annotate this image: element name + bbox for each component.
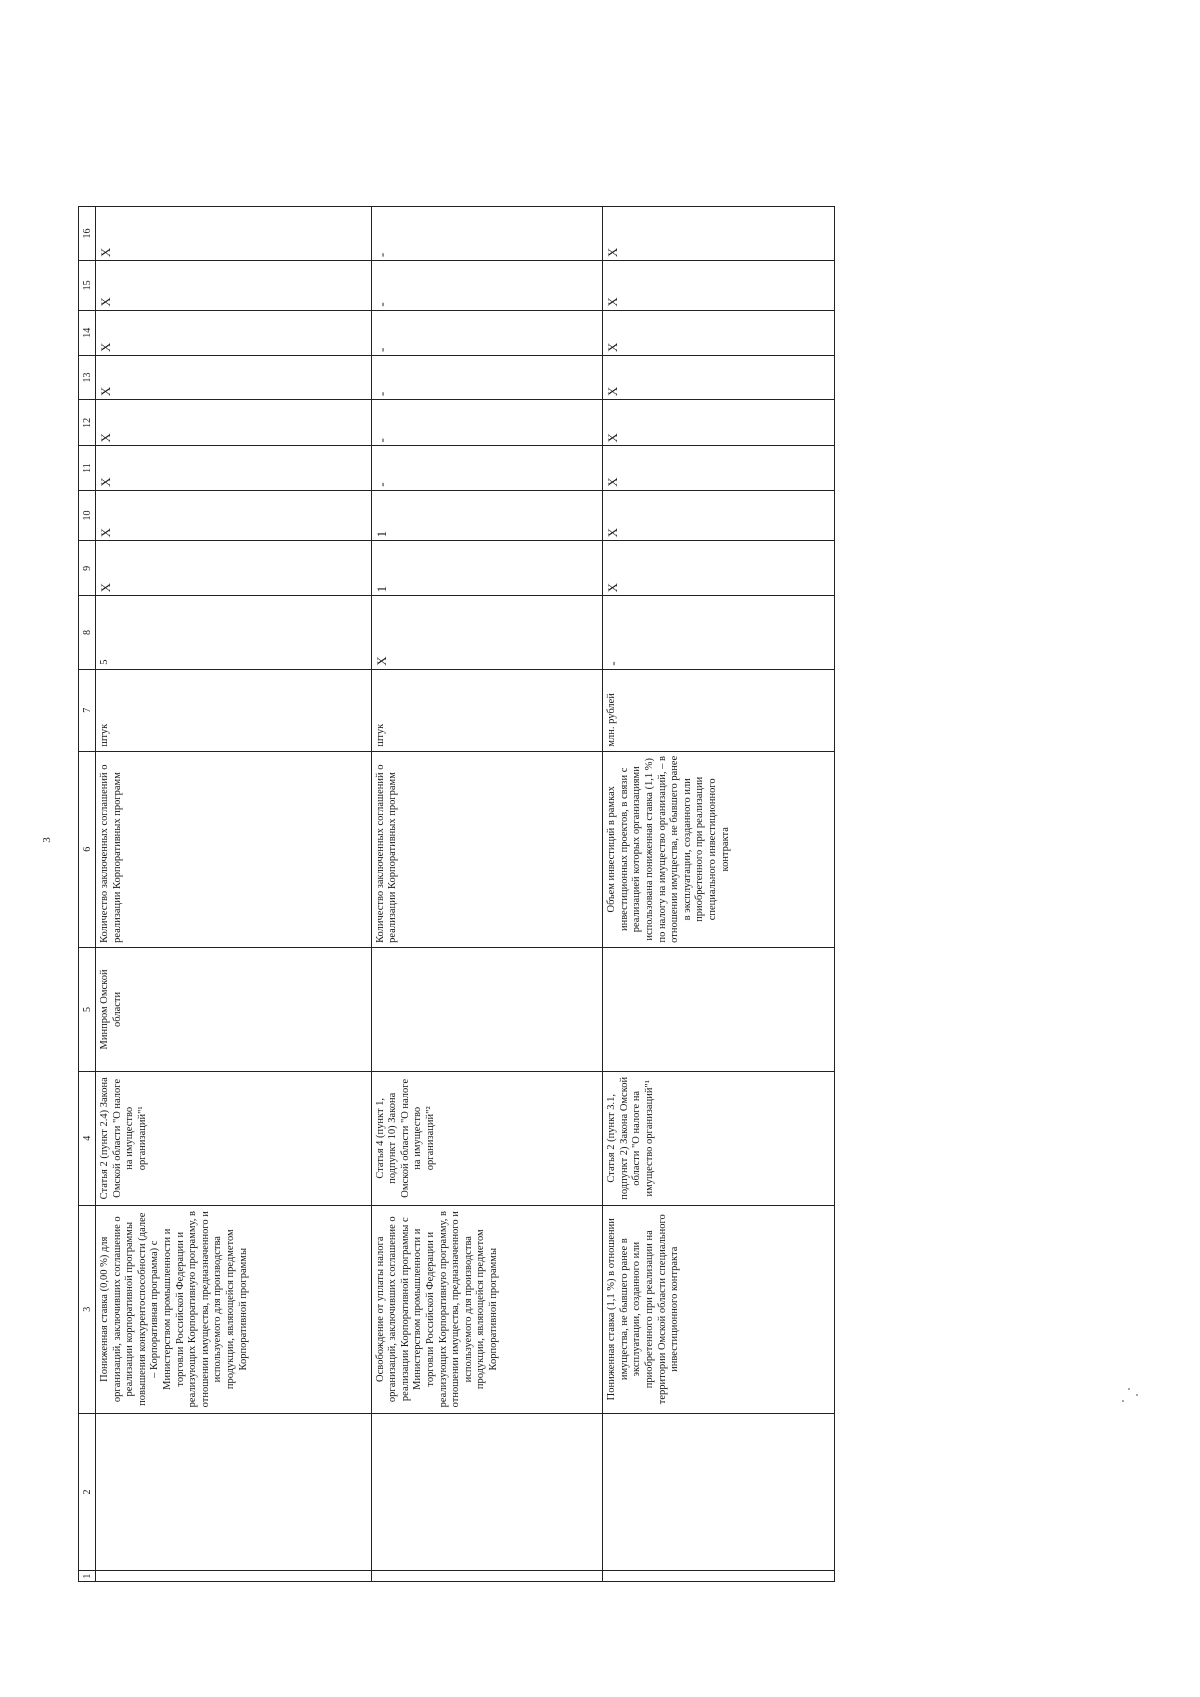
row3-col1 — [603, 1571, 835, 1582]
row2-value-col10: 1 — [371, 490, 603, 541]
header-col-8: 8 — [79, 596, 96, 669]
row2-value-col14: - — [371, 310, 603, 355]
row1-value-col11: X — [96, 446, 372, 490]
table-row — [371, 207, 603, 1582]
row2-benefit-description: Освобождение от уплаты налога организаций, заключивших соглашение о реализации Корпоративной программы с Министерством промышленности и торговли Российской Федерации и реализующих Корпоративную программу, в отношении имущества, предназначенного и используемого для производства продукции, являющейся предметом Корпоративной программы — [371, 1205, 603, 1413]
scan-speck — [1128, 1388, 1130, 1390]
row3-value-col9: X — [603, 541, 835, 596]
header-col-13: 13 — [79, 355, 96, 399]
row3-value-col8: - — [603, 596, 835, 669]
row1-legal-basis: Статья 2 (пункт 2.4) Закона Омской области "О налоге на имущество организаций"¹ — [96, 1071, 372, 1205]
header-row — [79, 207, 96, 1582]
header-col-16: 16 — [79, 207, 96, 261]
row2-value-col9: 1 — [371, 541, 603, 596]
row3-col2 — [603, 1413, 835, 1570]
row3-unit: млн. рублей — [603, 669, 835, 751]
row1-value-col12: X — [96, 400, 372, 446]
row1-value-col16: X — [96, 207, 372, 261]
header-col-15: 15 — [79, 261, 96, 311]
row2-value-col8: X — [371, 596, 603, 669]
table-row — [603, 207, 835, 1582]
row1-value-col8: 5 — [96, 596, 372, 669]
row1-value-col14: X — [96, 310, 372, 355]
header-col-1: 1 — [79, 1571, 96, 1582]
row2-value-col13: - — [371, 355, 603, 399]
row1-value-col10: X — [96, 490, 372, 541]
row3-curator — [603, 947, 835, 1071]
rotated-table-container — [78, 206, 835, 1582]
header-col-6: 6 — [79, 751, 96, 947]
row2-value-col12: - — [371, 400, 603, 446]
row2-unit: штук — [371, 669, 603, 751]
row3-indicator: Объем инвестиций в рамках инвестиционных проектов, в связи с реализацией которых организациями использована пониженная ставка (1,1 %) по налогу на имущество организаций, – в отношении имущества, не бывшего ранее в эксплуатации, созданного или приобретенного при реализации специального инвестиционного контракта — [603, 751, 835, 947]
row3-value-col15: X — [603, 261, 835, 311]
row2-value-col11: - — [371, 446, 603, 490]
header-col-12: 12 — [79, 400, 96, 446]
header-col-4: 4 — [79, 1071, 96, 1205]
scan-speck — [1136, 1394, 1138, 1396]
row2-curator — [371, 947, 603, 1071]
tax-benefits-table — [78, 206, 835, 1582]
row2-indicator: Количество заключенных соглашений о реализации Корпоративных программ — [371, 751, 603, 947]
row1-value-col13: X — [96, 355, 372, 399]
row3-value-col16: X — [603, 207, 835, 261]
row1-value-col15: X — [96, 261, 372, 311]
header-col-7: 7 — [79, 669, 96, 751]
row3-value-col13: X — [603, 355, 835, 399]
row3-value-col11: X — [603, 446, 835, 490]
row1-curator: Минпром Омской области — [96, 947, 372, 1071]
row2-value-col16: - — [371, 207, 603, 261]
table-row — [96, 207, 372, 1582]
row1-col2 — [96, 1413, 372, 1570]
row1-value-col9: X — [96, 541, 372, 596]
row2-value-col15: - — [371, 261, 603, 311]
row3-benefit-description: Пониженная ставка (1,1 %) в отношении имущества, не бывшего ранее в эксплуатации, созданного или приобретенного при реализации на территории Омской области специального инвестиционного контракта — [603, 1205, 835, 1413]
row3-value-col10: X — [603, 490, 835, 541]
row3-legal-basis: Статья 2 (пункт 3.1, подпункт 2) Закона Омской области "О налоге на имущество организаций"¹ — [603, 1071, 835, 1205]
header-col-11: 11 — [79, 446, 96, 490]
header-col-9: 9 — [79, 541, 96, 596]
row3-value-col12: X — [603, 400, 835, 446]
row3-value-col14: X — [603, 310, 835, 355]
header-col-14: 14 — [79, 310, 96, 355]
header-col-5: 5 — [79, 947, 96, 1071]
page-number: 3 — [40, 837, 53, 843]
row2-legal-basis: Статья 4 (пункт 1, подпункт 10) Закона Омской области "О налоге на имущество организаций"² — [371, 1071, 603, 1205]
row1-col1 — [96, 1571, 372, 1582]
header-col-10: 10 — [79, 490, 96, 541]
row1-benefit-description: Пониженная ставка (0,00 %) для организаций, заключивших соглашение о реализации корпоративной программы повышения конкурентоспособности (далее – Корпоративная программа) с Министерством промышленности и торговли Российской Федерации и реализующих Корпоративную программу, в отношении имущества, предназначенного и используемого для производства продукции, являющейся предметом Корпоративной программы — [96, 1205, 372, 1413]
header-col-3: 3 — [79, 1205, 96, 1413]
row2-col1 — [371, 1571, 603, 1582]
row2-col2 — [371, 1413, 603, 1570]
header-col-2: 2 — [79, 1413, 96, 1570]
row1-indicator: Количество заключенных соглашений о реализации Корпоративных программ — [96, 751, 372, 947]
row1-unit: штук — [96, 669, 372, 751]
scan-speck — [1122, 1400, 1124, 1402]
